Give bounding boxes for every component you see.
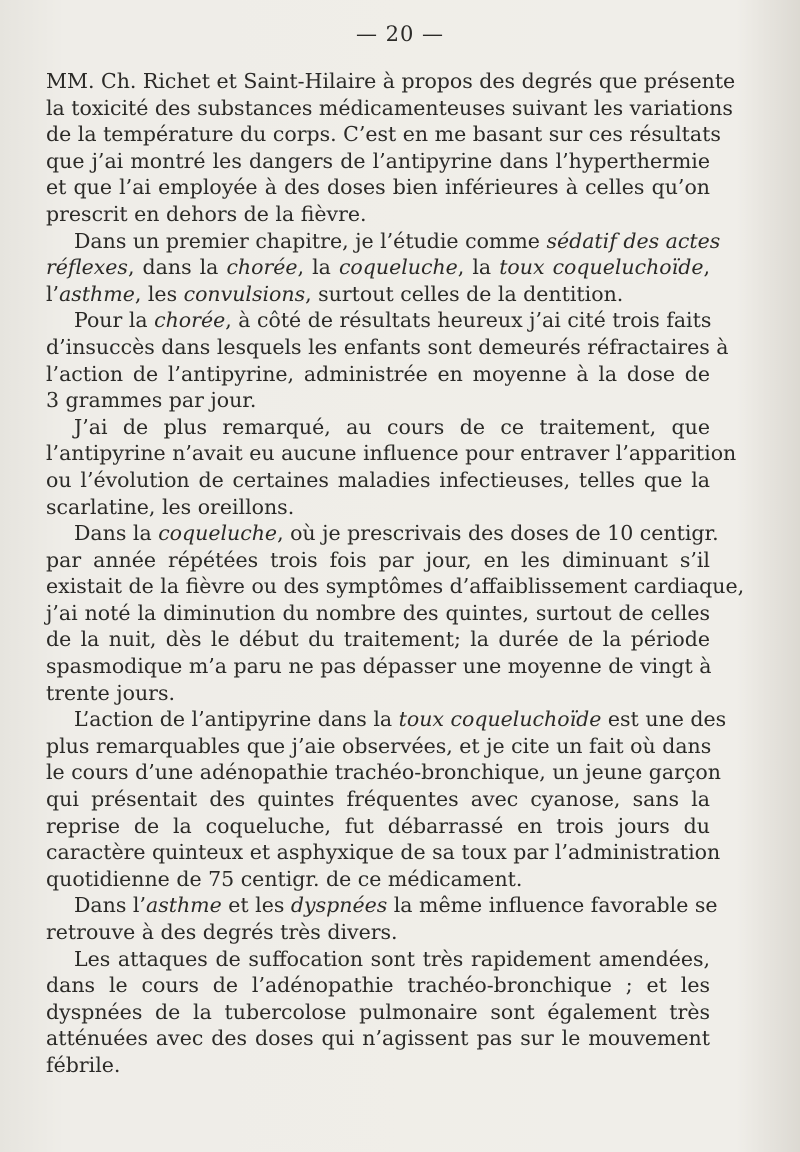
text-line: qui présentait des quintes fréquentes avec cyanose, sans la xyxy=(46,787,710,812)
paragraph xyxy=(46,228,721,308)
text-line: que j’ai montré les dangers de l’antipyrine dans l’hyperthermie xyxy=(46,148,710,173)
text-line: quotidienne de 75 centigr. de ce médicament. xyxy=(46,866,523,891)
text-line: l’asthme, les convulsions, surtout celles de la dentition. xyxy=(46,281,624,306)
paragraph xyxy=(46,892,718,945)
paragraph xyxy=(46,706,727,892)
text-line: atténuées avec des doses qui n’agissent pas sur le mouvement xyxy=(46,1026,710,1051)
text-line: l’action de l’antipyrine, administrée en moyenne à la dose de xyxy=(46,361,710,386)
text-line: de la température du corps. C’est en me basant sur ces résultats xyxy=(46,122,721,147)
text-line: caractère quinteux et asphyxique de sa toux par l’administration xyxy=(46,840,721,865)
text-line: réflexes, dans la chorée, la coqueluche, la toux coqueluchoïde, xyxy=(46,255,710,280)
text-line: ou l’évolution de certaines maladies infectieuses, telles que la xyxy=(46,467,710,492)
paragraph xyxy=(46,946,710,1079)
text-line: de la nuit, dès le début du traitement; la durée de la période xyxy=(46,627,710,652)
page-number: — 20 — xyxy=(355,22,445,46)
text-line: d’insuccès dans lesquels les enfants sont demeurés réfractaires à xyxy=(46,334,729,359)
paragraph xyxy=(46,414,737,520)
paragraph xyxy=(46,68,736,228)
text-line: Dans la coqueluche, où je prescrivais des doses de 10 centigr. xyxy=(74,521,719,546)
text-line: Dans l’asthme et les dyspnées la même influence favorable se xyxy=(74,893,718,918)
text-line: Les attaques de suffocation sont très rapidement amendées, xyxy=(74,946,710,971)
text-line: par année répétées trois fois par jour, en les diminuant s’il xyxy=(46,547,710,572)
text-line: MM. Ch. Richet et Saint-Hilaire à propos des degrés que présente xyxy=(46,69,736,93)
text-line: le cours d’une adénopathie trachéo-bronchique, un jeune garçon xyxy=(46,760,721,785)
paragraph xyxy=(46,520,745,706)
text-line: 3 grammes par jour. xyxy=(46,388,257,413)
text-line: trente jours. xyxy=(46,680,175,705)
text-line: L’action de l’antipyrine dans la toux coqueluchoïde est une des xyxy=(74,707,727,732)
paragraph xyxy=(46,307,729,413)
text-line: dyspnées de la tubercolose pulmonaire sont également très xyxy=(46,999,710,1024)
body-text xyxy=(46,68,745,1079)
text-line: j’ai noté la diminution du nombre des quintes, surtout de celles xyxy=(46,600,710,625)
text-line: existait de la fièvre ou des symptômes d’affaiblissement cardiaque, xyxy=(46,574,745,599)
text-line: et que l’ai employée à des doses bien inférieures à celles qu’on xyxy=(46,175,710,200)
text-line: prescrit en dehors de la fièvre. xyxy=(46,201,367,226)
text-line: J’ai de plus remarqué, au cours de ce traitement, que xyxy=(74,414,710,439)
text-line: plus remarquables que j’aie observées, et je cite un fait où dans xyxy=(46,733,712,758)
text-line: Dans un premier chapitre, je l’étudie comme sédatif des actes xyxy=(74,228,721,253)
text-line: scarlatine, les oreillons. xyxy=(46,494,295,519)
text-line: dans le cours de l’adénopathie trachéo-bronchique ; et les xyxy=(46,973,710,998)
text-line: retrouve à des degrés très divers. xyxy=(46,920,398,944)
text-line: l’antipyrine n’avait eu aucune influence pour entraver l’apparition xyxy=(46,441,737,466)
text-line: spasmodique m’a paru ne pas dépasser une moyenne de vingt à xyxy=(46,654,712,679)
text-line: la toxicité des substances médicamenteuses suivant les variations xyxy=(46,95,733,120)
text-line: fébrile. xyxy=(46,1052,121,1077)
text-line: reprise de la coqueluche, fut débarrassé en trois jours du xyxy=(46,813,710,838)
text-line: Pour la chorée, à côté de résultats heureux j’ai cité trois faits xyxy=(74,308,712,333)
